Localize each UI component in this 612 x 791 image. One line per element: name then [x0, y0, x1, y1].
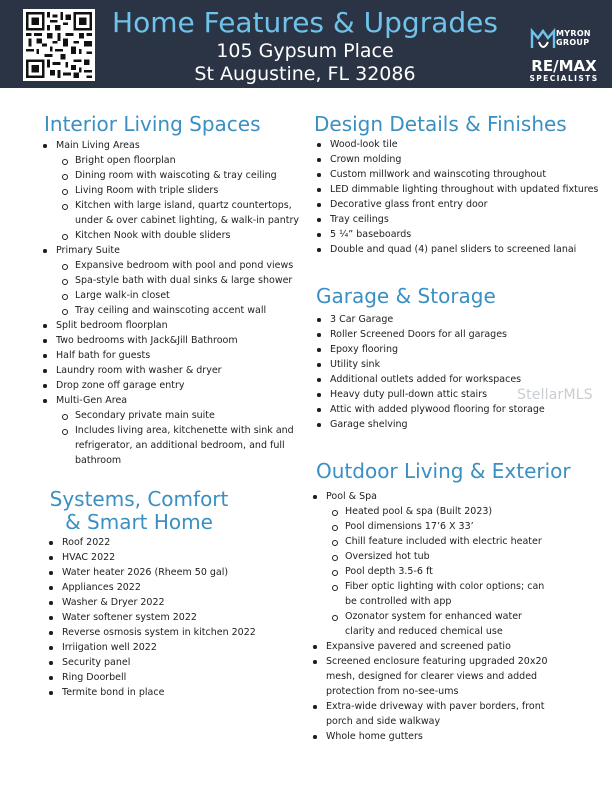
list-item: Security panel	[49, 655, 299, 670]
list-item: Living Room with triple sliders	[56, 183, 301, 198]
list-item: Roof 2022	[49, 535, 299, 550]
main-living-sublist	[56, 153, 301, 243]
list-item: Wood-look tile	[317, 137, 607, 152]
list-item: HVAC 2022	[49, 550, 299, 565]
list-item: Kitchen with large island, quartz countertops, under & over cabinet lighting, & walk-in pantry	[56, 198, 301, 228]
list-item: Garage shelving	[317, 417, 577, 432]
stellar-mls-watermark: StellarMLS	[517, 387, 593, 403]
garage-list	[317, 312, 577, 432]
list-item: Reverse osmosis system in kitchen 2022	[49, 625, 299, 640]
main-living-label: Main Living Areas	[56, 140, 140, 151]
list-item: Utility sink	[317, 357, 577, 372]
list-item	[313, 489, 553, 639]
list-item: Water heater 2026 (Rheem 50 gal)	[49, 565, 299, 580]
list-item: Ozonator system for enhanced water clarity and reduced chemical use	[326, 609, 553, 639]
design-list	[317, 137, 607, 257]
list-item: Pool depth 3.5-6 ft	[326, 564, 553, 579]
remax-logo: RE/MAX	[531, 57, 597, 75]
list-item: Irriigation well 2022	[49, 640, 299, 655]
multigen-label: Multi-Gen Area	[56, 395, 128, 406]
list-item: Extra-wide driveway with paver borders, front porch and side walkway	[313, 699, 553, 729]
list-item: Water softener system 2022	[49, 610, 299, 625]
qr-code[interactable]	[23, 9, 95, 81]
list-item: Laundry room with washer & dryer	[43, 363, 301, 378]
list-item: Large walk-in closet	[56, 288, 301, 303]
list-item	[43, 138, 301, 243]
list-item: Roller Screened Doors for all garages	[317, 327, 577, 342]
multigen-sublist	[56, 408, 301, 468]
brand-group: GROUP	[556, 38, 590, 47]
outdoor-section-title: Outdoor Living & Exterior	[316, 459, 571, 483]
page-title: Home Features & Upgrades	[112, 6, 498, 39]
list-item: Fiber optic lighting with color options; can be controlled with app	[326, 579, 553, 609]
list-item: 3 Car Garage	[317, 312, 577, 327]
list-item: Epoxy flooring	[317, 342, 577, 357]
list-item: 5 ¼” baseboards	[317, 227, 607, 242]
list-item: Half bath for guests	[43, 348, 301, 363]
list-item: Pool dimensions 17’6 X 33’	[326, 519, 553, 534]
brand-name	[556, 29, 591, 47]
list-item	[43, 243, 301, 318]
systems-title-line-1: Systems, Comfort	[49, 487, 229, 511]
header-banner	[0, 0, 612, 88]
list-item: Oversized hot tub	[326, 549, 553, 564]
garage-section-title: Garage & Storage	[316, 284, 496, 308]
design-section-title: Design Details & Finishes	[314, 112, 567, 136]
list-item: Heated pool & spa (Built 2023)	[326, 504, 553, 519]
list-item: Double and quad (4) panel sliders to screened lanai	[317, 242, 607, 257]
list-item	[43, 393, 301, 468]
list-item: Split bedroom floorplan	[43, 318, 301, 333]
address-line-2: St Augustine, FL 32086	[194, 63, 416, 85]
list-item: Expansive pavered and screened patio	[313, 639, 553, 654]
pool-sublist	[326, 504, 553, 639]
systems-section-title	[48, 488, 230, 534]
list-item: LED dimmable lighting throughout with updated fixtures	[317, 182, 607, 197]
list-item: Appliances 2022	[49, 580, 299, 595]
pool-spa-label: Pool & Spa	[326, 491, 377, 502]
list-item: Tray ceilings	[317, 212, 607, 227]
list-item: Expansive bedroom with pool and pond views	[56, 258, 301, 273]
qr-code-icon	[26, 12, 92, 78]
list-item: Dining room with waiscoting & tray ceiling	[56, 168, 301, 183]
list-item: Heavy duty pull-down attic stairs	[317, 387, 577, 402]
list-item: Tray ceiling and wainscoting accent wall	[56, 303, 301, 318]
list-item: Kitchen Nook with double sliders	[56, 228, 301, 243]
list-item: Two bedrooms with Jack&Jill Bathroom	[43, 333, 301, 348]
brand-myron: MYRON	[556, 29, 591, 38]
list-item: Attic with added plywood flooring for storage	[317, 402, 577, 417]
outdoor-list	[313, 489, 553, 744]
list-item: Bright open floorplan	[56, 153, 301, 168]
list-item: Drop zone off garage entry	[43, 378, 301, 393]
list-item: Washer & Dryer 2022	[49, 595, 299, 610]
list-item: Includes living area, kitchenette with sink and refrigerator, an additional bedroom, and full bathroom	[56, 423, 301, 468]
systems-list	[49, 535, 299, 700]
list-item: Decorative glass front entry door	[317, 197, 607, 212]
list-item: Screened enclosure featuring upgraded 20x20 mesh, designed for clearer views and added protection from no-see-ums	[313, 654, 553, 699]
list-item: Spa-style bath with dual sinks & large shower	[56, 273, 301, 288]
list-item: Whole home gutters	[313, 729, 553, 744]
list-item: Crown molding	[317, 152, 607, 167]
list-item: Secondary private main suite	[56, 408, 301, 423]
brand-specialists: SPECIALISTS	[529, 74, 599, 83]
interior-section-title: Interior Living Spaces	[44, 112, 261, 136]
primary-suite-label: Primary Suite	[56, 245, 120, 256]
list-item: Additional outlets added for workspaces	[317, 372, 577, 387]
interior-list	[43, 138, 301, 468]
list-item: Custom millwork and wainscoting throughout	[317, 167, 607, 182]
myron-group-logo-icon	[530, 26, 556, 52]
list-item: Chill feature included with electric heater	[326, 534, 553, 549]
systems-title-line-2: & Smart Home	[65, 510, 213, 534]
list-item: Termite bond in place	[49, 685, 299, 700]
address-line-1: 105 Gypsum Place	[216, 40, 394, 62]
primary-suite-sublist	[56, 258, 301, 318]
list-item: Ring Doorbell	[49, 670, 299, 685]
